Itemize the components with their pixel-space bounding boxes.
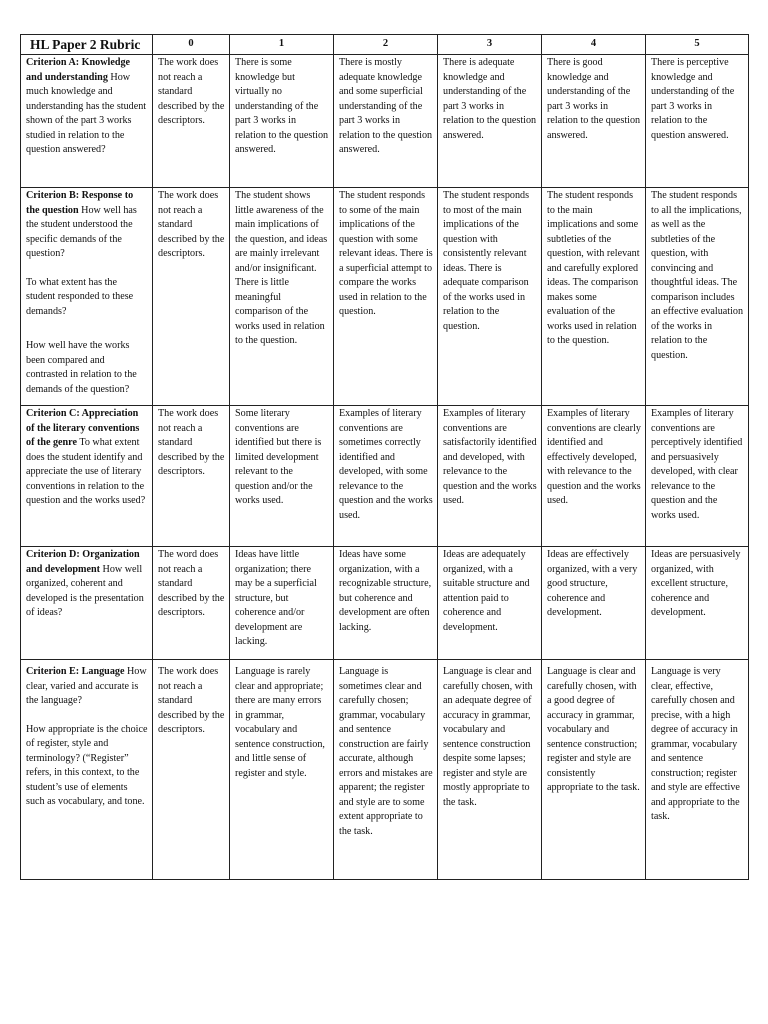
criterion-a-row: [21, 55, 749, 188]
criterion-e-level-0-text: The work does not reach a standard described by the descriptors.: [158, 666, 225, 735]
level-header-3: 3: [438, 35, 542, 55]
criterion-c-question-1: To what extent does the student identify and appreciate the use of literary conventions in relation to the question and the works used?: [26, 437, 146, 506]
criterion-c-name: Criterion C: Appreciation of the literary conventions of the genre: [26, 408, 140, 448]
criterion-b-question-1: How well has the student understood the specific demands of the question?: [26, 204, 137, 259]
criterion-b-level-4: The student responds to the main implications and some subtleties of the question, with relevant and carefully explored ideas. The comparison makes some evaluation of the works used in relation to the question.: [542, 188, 646, 406]
criterion-e-question-2: How appropriate is the choice of register, style and terminology?: [26, 723, 148, 764]
criterion-d-level-3: Ideas are adequately organized, with a suitable structure and attention paid to coherence and development.: [438, 547, 542, 660]
criterion-d-question-1: How well organized, coherent and developed is the presentation of ideas?: [26, 563, 144, 618]
criterion-a-level-4: There is good knowledge and understanding of the part 3 works in relation to the question answered.: [542, 55, 646, 188]
criterion-e-level-4-text: Language is clear and carefully chosen, with a good degree of accuracy in grammar, vocabulary and sentence construction; register and style are consistently appropriate to the task.: [547, 666, 640, 793]
criterion-e-level-3-text: Language is clear and carefully chosen, with an adequate degree of accuracy in grammar, vocabulary and sentence construction despite some lapses; register and style are mostly appropriate to the task.: [443, 666, 533, 808]
criterion-e-row: [21, 660, 749, 880]
criterion-a-level-1: There is some knowledge but virtually no understanding of the part 3 works in relation to the question answered.: [230, 55, 334, 188]
criterion-e-level-1-text: Language is rarely clear and appropriate; there are many errors in grammar, vocabulary and sentence construction, and little sense of register and style.: [235, 666, 325, 779]
criterion-e-level-4: [542, 660, 646, 880]
criterion-c-level-0: The work does not reach a standard described by the descriptors.: [153, 406, 230, 547]
criterion-d-level-5: Ideas are persuasively organized, with excellent structure, coherence and development.: [646, 547, 749, 660]
criterion-e-question-1: How clear, varied and accurate is the language?: [26, 666, 147, 706]
level-header-0: 0: [153, 35, 230, 55]
criterion-e-cell: [21, 660, 153, 880]
criterion-a-level-2: There is mostly adequate knowledge and some superficial understanding of the part 3 works in relation to the question answered.: [334, 55, 438, 188]
criterion-b-level-1: The student shows little awareness of the main implications of the question, and ideas are mainly irrelevant and/or insignificant. There is little meaningful comparison of the works used in relation to the question.: [230, 188, 334, 406]
criterion-d-level-1: Ideas have little organization; there may be a superficial structure, but coherence and/or development are lacking.: [230, 547, 334, 660]
criterion-d-name: Criterion D: Organization and development: [26, 549, 140, 575]
criterion-d-level-2: Ideas have some organization, with a recognizable structure, but coherence and development are often lacking.: [334, 547, 438, 660]
criterion-a-cell: [21, 55, 153, 188]
criterion-e-level-2-text: Language is sometimes clear and carefully chosen; grammar, vocabulary and sentence construction are fairly accurate, although errors and mistakes are apparent; the register and style are to some extent appropriate to the task.: [339, 666, 433, 837]
rubric-title: HL Paper 2 Rubric: [21, 35, 153, 55]
criterion-b-level-3: The student responds to most of the main implications of the question with consistently relevant ideas. There is adequate comparison of the works used in relation to the question.: [438, 188, 542, 406]
criterion-b-level-2: The student responds to some of the main implications of the question with some relevant ideas. There is a superficial attempt to compare the works used in relation to the question.: [334, 188, 438, 406]
criterion-a-question-1: How much knowledge and understanding has the student shown of the part 3 works studied in relation to the question answered?: [26, 71, 147, 155]
criterion-b-level-0: The work does not reach a standard described by the descriptors.: [153, 188, 230, 406]
criterion-d-level-4: Ideas are effectively organized, with a very good structure, coherence and development.: [542, 547, 646, 660]
criterion-e-level-0: [153, 660, 230, 880]
level-header-1: 1: [230, 35, 334, 55]
criterion-c-level-4: Examples of literary conventions are clearly identified and effectively developed, with relevance to the question and the works used.: [542, 406, 646, 547]
criterion-e-level-5: [646, 660, 749, 880]
criterion-e-level-5-text: Language is very clear, effective, carefully chosen and precise, with a high degree of accuracy in grammar, vocabulary and sentence construction; register and style are effective and appropriate to the task.: [651, 666, 740, 822]
criterion-e-level-1: [230, 660, 334, 880]
criterion-c-row: [21, 406, 749, 547]
header-row: [21, 35, 749, 55]
criterion-b-name: Criterion B: Response to the question: [26, 190, 134, 216]
criterion-a-name: Criterion A: Knowledge and understanding: [26, 57, 131, 83]
criterion-a-level-3: There is adequate knowledge and understanding of the part 3 works in relation to the question answered.: [438, 55, 542, 188]
criterion-d-level-0: The word does not reach a standard described by the descriptors.: [153, 547, 230, 660]
criterion-b-cell: [21, 188, 153, 406]
criterion-c-level-2: Examples of literary conventions are sometimes correctly identified and developed, with some relevance to the question and the works used.: [334, 406, 438, 547]
criterion-e-question-3: (“Register” refers, in this context, to the student’s use of elements such as vocabulary, and tone.: [26, 752, 145, 807]
criterion-c-cell: [21, 406, 153, 547]
criterion-b-question-3: How well have the works been compared and contrasted in relation to the demands of the question?: [26, 340, 137, 395]
level-header-2: 2: [334, 35, 438, 55]
criterion-d-cell: [21, 547, 153, 660]
level-header-5: 5: [646, 35, 749, 55]
criterion-c-level-3: Examples of literary conventions are satisfactorily identified and developed, with relevance to the question and the works used.: [438, 406, 542, 547]
criterion-b-level-5: The student responds to all the implications, as well as the subtleties of the question, with convincing and thoughtful ideas. The comparison includes an effective evaluation of the works in relation to the question.: [646, 188, 749, 406]
criterion-e-level-2: [334, 660, 438, 880]
criterion-b-question-2: To what extent has the student responded to these demands?: [26, 276, 134, 317]
level-header-4: 4: [542, 35, 646, 55]
criterion-b-row: [21, 188, 749, 406]
criterion-e-name: Criterion E: Language: [26, 666, 125, 677]
criterion-a-level-0: The work does not reach a standard described by the descriptors.: [153, 55, 230, 188]
rubric-table: [20, 34, 749, 880]
criterion-e-level-3: [438, 660, 542, 880]
criterion-d-row: [21, 547, 749, 660]
criterion-c-level-1: Some literary conventions are identified but there is limited development relevant to the question and/or the works used.: [230, 406, 334, 547]
criterion-a-level-5: There is perceptive knowledge and understanding of the part 3 works in relation to the question answered.: [646, 55, 749, 188]
criterion-c-level-5: Examples of literary conventions are perceptively identified and persuasively developed, with clear relevance to the question and the works used.: [646, 406, 749, 547]
